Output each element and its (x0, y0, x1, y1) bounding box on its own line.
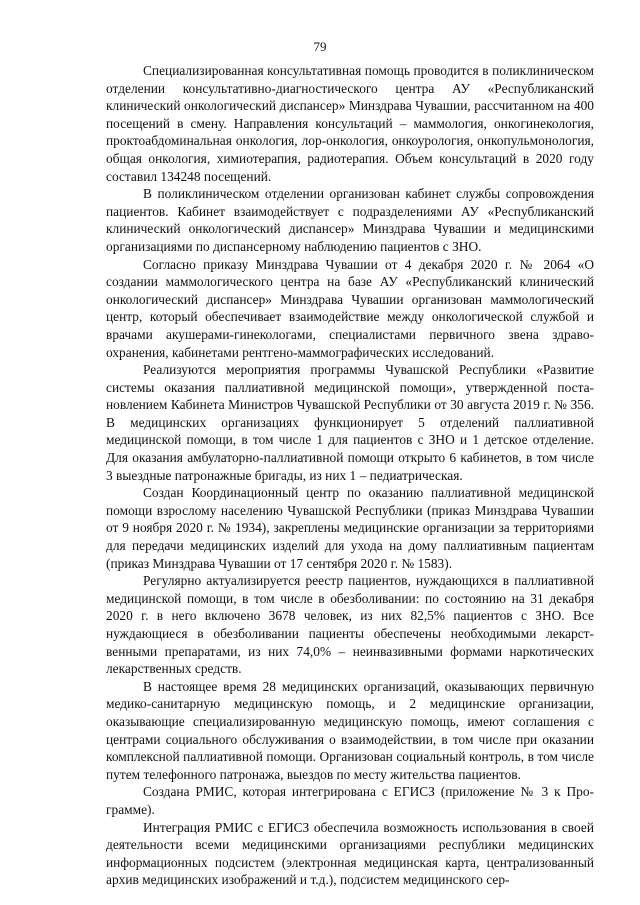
paragraph-patient-registry: Регулярно актуализируется реестр пациентов, нуждающихся в паллиативной медицинской помощи, в том числе в обезболивании: по состоянию на 31 декабря 2020 г. в него включено 3678 человек, из них 82,5% пациентов с ЗНО. Все нуждающиеся в обезболивании пациенты обеспечены необходимыми лекарственными препаратами, из них 74,0% – неинвазивными формами наркотических лекарственных средств. (106, 573, 594, 677)
paragraph-social-service-agreements: В настоящее время 28 медицинских организаций, оказывающих первичную медико-санитарную медицинскую помощь, и 2 медицинские организации, оказывающие специализированную медицинскую помощь, имеют соглашения с центрами социального обслуживания о взаимодействии, в том числе при оказании комплексной паллиативной помощи. Организован социальный контроль, в том числе путем телефонного патронажа, выездов по месту жительства пациентов. (106, 678, 594, 782)
document-body (106, 62, 594, 889)
paragraph-coordination-center: Создан Координационный центр по оказанию паллиативной медицинской помощи взрослому населению Чувашской Республики (приказ Минздрава Чувашии от 9 ноября 2020 г. № 1934), закреплены медицинские организации за территориями для передачи медицинских изделий для ухода на дому паллиативным пациентам (приказ Минздрава Чувашии от 17 сентября 2020 г. № 1583). (106, 485, 594, 571)
paragraph-specialized-consultative-care: Специализированная консультативная помощь проводится в поликлиническом отделении консультативно-диагностического центра АУ «Республиканский клинический онкологический диспансер» Минздрава Чувашии, рассчитанном на 400 посещений в смену. Направления консультаций – маммология, онкогинекология, проктоабдоминальная онкология, лор-онкология, онкоурология, онкопульмонология, общая онкология, химиотерапия, радиотерапия. Объем консультаций в 2020 году составил 134248 посещений. (106, 63, 594, 184)
page-number: 79 (313, 39, 327, 54)
paragraph-rmis-egisz-integration: Интеграция РМИС с ЕГИСЗ обеспечила возможность использования в своей деятельности всеми медицинскими организациями республики медицинских информационных подсистем (электронная медицинская карта, централизованный архив медицинских изображений и т.д.), подсистем медицинского сер- (106, 819, 594, 888)
paragraph-mammology-center: Согласно приказу Минздрава Чувашии от 4 декабря 2020 г. № 2064 «О создании маммологического центра на базе АУ «Республиканский клинический онкологический диспансер» Минздрава Чувашии организован маммологический центр, который обеспечивает взаимодействие между онкологической службой и врачами акушерами-гинекологами, специалистами первичного звена здравоохранения, кабинетами рентгено-маммографических исследований. (106, 256, 594, 360)
paragraph-palliative-care-program: Реализуются мероприятия программы Чувашской Республики «Развитие системы оказания паллиативной медицинской помощи», утвержденной постановлением Кабинета Министров Чувашской Республики от 30 августа 2019 г. № 356. В медицинских организациях функционирует 5 отделений паллиативной медицинской помощи, в том числе 1 для пациентов с ЗНО и 1 детское отделение. Для оказания амбулаторно-паллиативной помощи открыто 6 кабинетов, в том числе 3 выездные патронажные бригады, из них 1 – педиатрическая. (106, 362, 594, 483)
paragraph-rmis-created: Создана РМИС, которая интегрирована с ЕГИСЗ (приложение № 3 к Программе). (106, 784, 594, 817)
paragraph-patient-support-office: В поликлиническом отделении организован кабинет службы сопровождения пациентов. Кабинет взаимодействует с подразделениями АУ «Республиканский клинический онкологический диспансер» Минздрава Чувашии и медицинскими организациями по диспансерному наблюдению пациентов с ЗНО. (106, 186, 594, 254)
